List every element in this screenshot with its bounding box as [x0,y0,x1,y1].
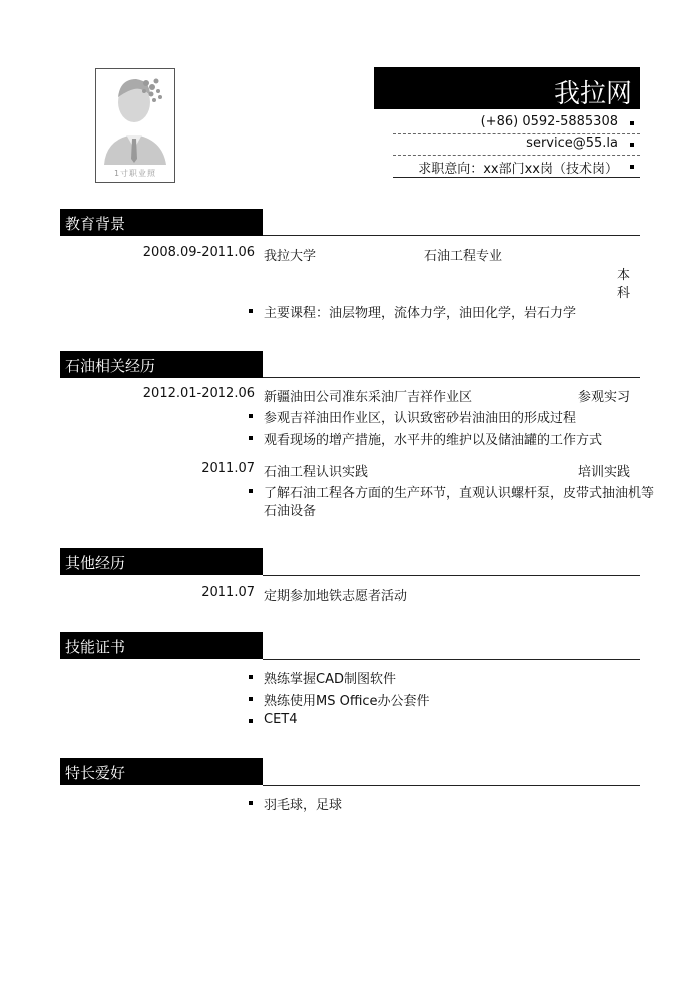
bullet-icon [630,143,634,147]
skill-item: 熟练掌握CAD制图软件 [264,672,396,687]
bullet-icon [249,697,253,701]
bullet-icon [249,309,253,313]
experience-detail: 了解石油工程各方面的生产环节，直观认识螺杆泵，皮带式抽油机等 [264,486,655,501]
section-header-experience [60,351,263,378]
section-divider [263,235,640,236]
hobby-item: 羽毛球，足球 [264,798,343,813]
bullet-icon [249,719,253,723]
photo-caption: 1寸职业照 [113,169,157,178]
bullet-icon [630,121,634,125]
section-divider [263,377,640,378]
section-divider [263,785,640,786]
experience-org: 石油工程认识实践 [264,465,369,480]
email-address: service@55.la [526,136,618,151]
experience-detail: 观看现场的增产措施，水平井的维护以及储油罐的工作方式 [264,433,603,448]
section-title: 特长爱好 [65,764,126,782]
person-silhouette-icon [96,69,174,182]
bullet-icon [249,489,253,493]
phone-number: (+86) 0592-5885308 [480,114,618,129]
major: 石油工程专业 [424,249,503,264]
job-objective: 求职意向：xx部门xx岗（技术岗） [418,162,618,177]
profile-photo [95,68,175,183]
section-divider [263,659,640,660]
bullet-icon [249,436,253,440]
degree-char-1: 本 [617,268,631,283]
section-title: 其他经历 [65,554,126,572]
section-header-hobbies [60,758,263,785]
experience-detail-cont: 石油设备 [264,504,317,519]
education-date: 2008.09-2011.06 [142,245,255,260]
section-header-skills [60,632,263,659]
school-name: 我拉大学 [264,249,317,264]
section-title: 教育背景 [65,215,126,233]
degree-char-2: 科 [617,286,631,301]
bullet-icon [249,414,253,418]
experience-date: 2012.01-2012.06 [142,386,255,401]
experience-org: 新疆油田公司准东采油厂吉祥作业区 [264,390,473,405]
candidate-name: 我拉网 [553,79,632,109]
bullet-icon [630,165,634,169]
section-divider [263,575,640,576]
objective-row [393,155,640,178]
courses: 主要课程：油层物理，流体力学，油田化学，岩石力学 [264,306,577,321]
experience-date: 2011.07 [201,461,255,476]
section-header-other [60,548,263,575]
phone-row [393,111,640,134]
section-title: 技能证书 [65,638,126,656]
bullet-icon [249,675,253,679]
skill-item: 熟练使用MS Office办公套件 [264,694,430,709]
experience-detail: 参观吉祥油田作业区，认识致密砂岩油油田的形成过程 [264,411,577,426]
experience-role: 参观实习 [577,390,630,405]
experience-role: 培训实践 [577,465,630,480]
other-text: 定期参加地铁志愿者活动 [264,589,408,604]
email-row [393,133,640,156]
bullet-icon [249,801,253,805]
skill-item: CET4 [264,712,298,727]
section-title: 石油相关经历 [65,357,156,375]
name-banner [374,67,640,109]
other-date: 2011.07 [201,585,255,600]
section-header-education [60,209,263,236]
